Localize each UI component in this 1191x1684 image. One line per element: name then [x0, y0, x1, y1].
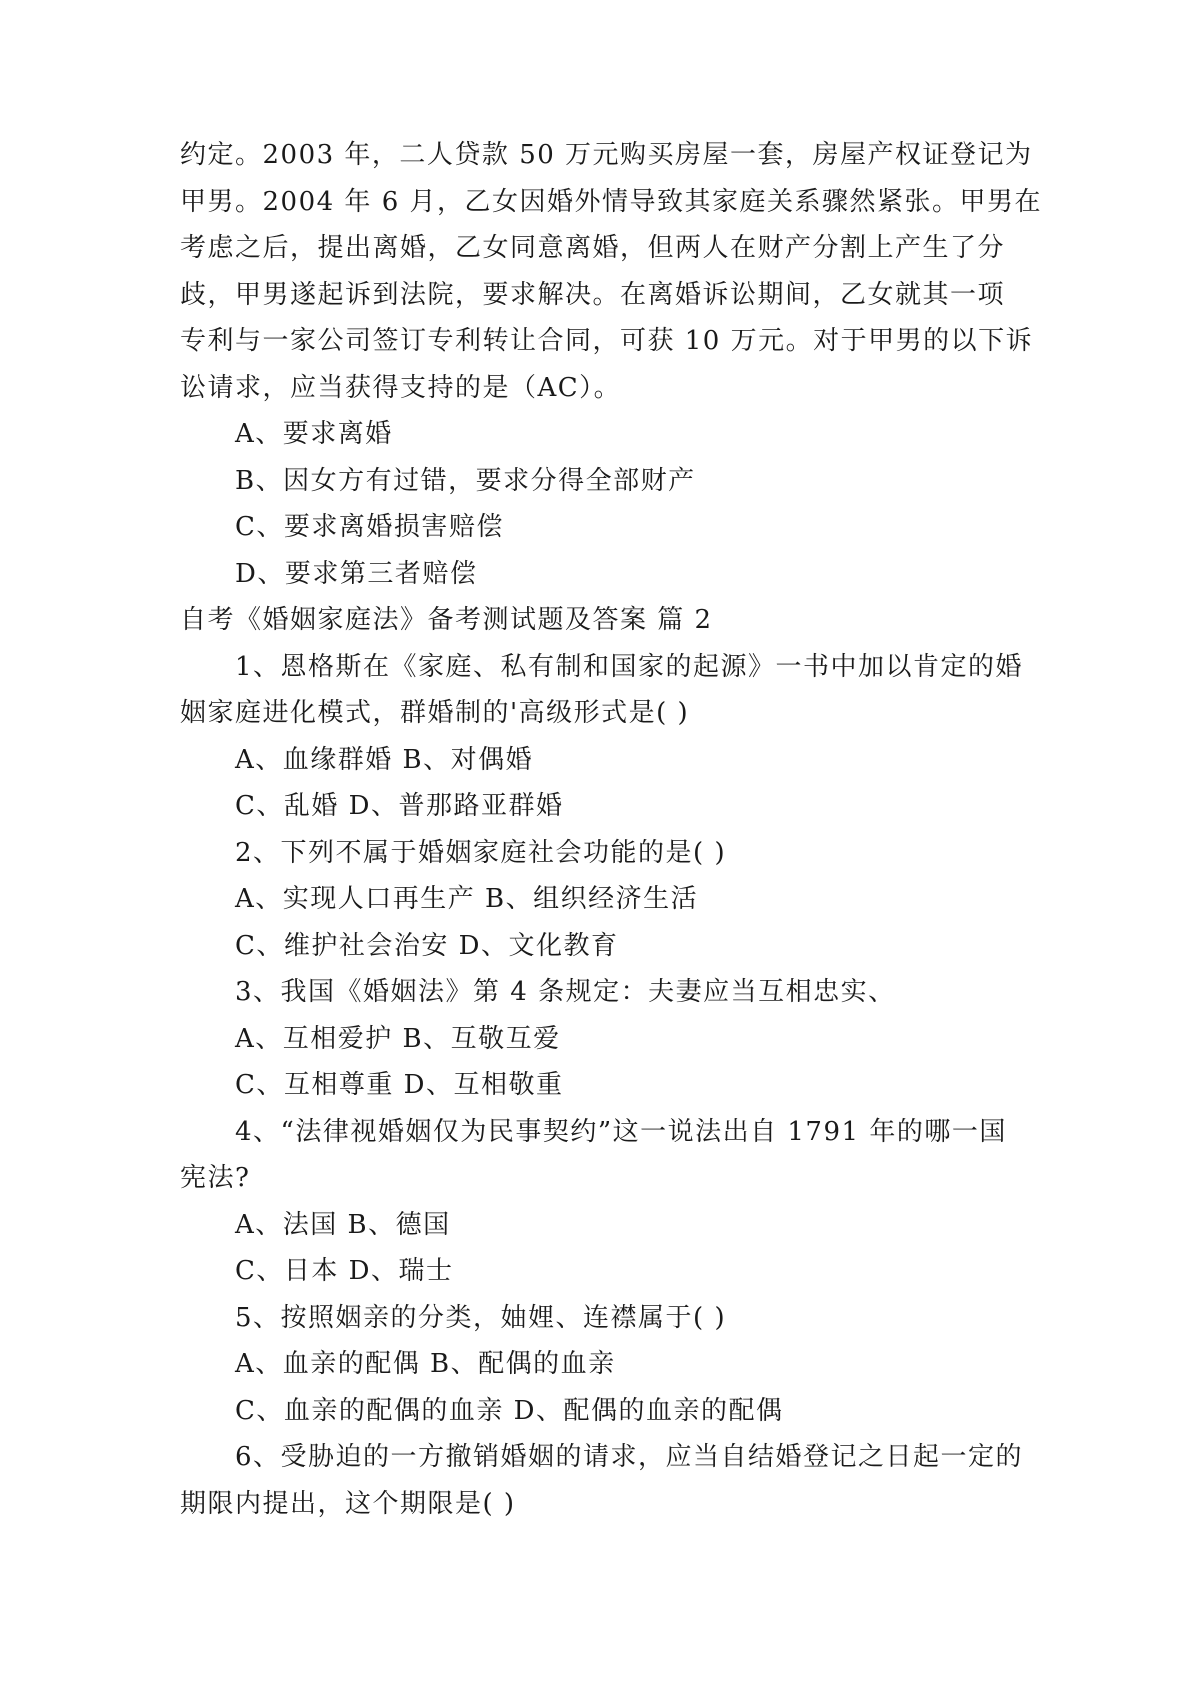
question-stem: 5、按照姻亲的分类，妯娌、连襟属于( ) — [235, 1302, 727, 1333]
answer-option: C、日本 D、瑞士 — [235, 1256, 454, 1286]
answer-option: C、血亲的配偶的血亲 D、配偶的血亲的配偶 — [235, 1395, 784, 1426]
answer-option: A、血亲的配偶 B、配偶的血亲 — [235, 1349, 616, 1379]
answer-option: A、互相爱护 B、互敬互爱 — [235, 1023, 561, 1054]
paragraph-line: 约定。2003 年，二人贷款 50 万元购买房屋一套，房屋产权证登记为 — [180, 140, 1033, 170]
document-body — [180, 132, 1043, 1527]
answer-option: A、法国 B、德国 — [235, 1209, 451, 1240]
paragraph-line: 讼请求，应当获得支持的是（AC）。 — [180, 372, 622, 403]
paragraph-line: 考虑之后，提出离婚，乙女同意离婚，但两人在财产分割上产生了分 — [180, 233, 1006, 263]
answer-option: B、因女方有过错，要求分得全部财产 — [235, 465, 696, 496]
answer-option: C、互相尊重 D、互相敬重 — [235, 1070, 564, 1100]
question-stem: 宪法? — [180, 1163, 251, 1193]
question-stem: 2、下列不属于婚姻家庭社会功能的是( ) — [235, 837, 727, 868]
section-heading: 自考《婚姻家庭法》备考测试题及答案 篇 2 — [180, 605, 713, 635]
answer-option: C、要求离婚损害赔偿 — [235, 512, 504, 542]
question-stem: 3、我国《婚姻法》第 4 条规定：夫妻应当互相忠实、 — [235, 977, 896, 1007]
question-stem: 姻家庭进化模式，群婚制的'高级形式是( ) — [180, 698, 690, 728]
paragraph-line: 专利与一家公司签订专利转让合同，可获 10 万元。对于甲男的以下诉 — [180, 326, 1034, 356]
answer-option: A、血缘群婚 B、对偶婚 — [235, 744, 534, 775]
paragraph-line: 歧，甲男遂起诉到法院，要求解决。在离婚诉讼期间，乙女就其一项 — [180, 279, 1006, 310]
question-stem: 4、“法律视婚姻仅为民事契约”这一说法出自 1791 年的哪一国 — [235, 1116, 1007, 1147]
question-stem: 1、恩格斯在《家庭、私有制和国家的起源》一书中加以肯定的婚 — [235, 651, 1024, 682]
answer-option: A、要求离婚 — [235, 419, 393, 449]
answer-option: D、要求第三者赔偿 — [235, 558, 478, 589]
answer-option: A、实现人口再生产 B、组织经济生活 — [235, 884, 699, 914]
answer-option: C、乱婚 D、普那路亚群婚 — [235, 791, 564, 821]
answer-option: C、维护社会治安 D、文化教育 — [235, 930, 619, 961]
question-stem: 期限内提出，这个期限是( ) — [180, 1488, 516, 1519]
paragraph-line: 甲男。2004 年 6 月，乙女因婚外情导致其家庭关系骤然紧张。甲男在 — [180, 186, 1043, 217]
question-stem: 6、受胁迫的一方撤销婚姻的请求，应当自结婚登记之日起一定的 — [235, 1442, 1024, 1472]
